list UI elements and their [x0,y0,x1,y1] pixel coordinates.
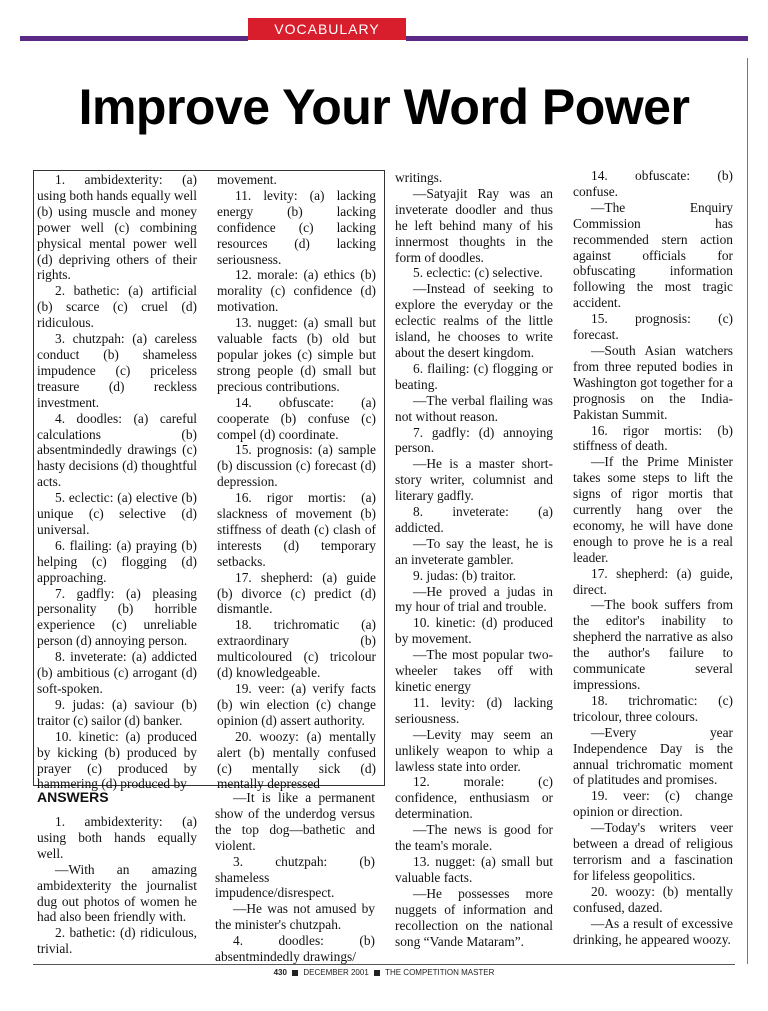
answer-example: —The Enquiry Commission has recommended stern action against officials for obfuscating information following the most tragic accident. [573,199,733,311]
square-bullet-icon [292,970,298,976]
question-item: 7. gadfly: (a) pleasing personality (b) horrible experience (c) unreliable person (d) annoying person. [37,585,197,649]
square-bullet-icon [374,970,380,976]
questions-column-1 [37,172,197,792]
answer-example: —Every year Independence Day is the annual trichromatic moment of platitudes and promises. [573,724,733,788]
answer-item: 5. eclectic: (c) selective. [413,265,543,281]
answers-column-3 [395,170,553,949]
header-rule-left [20,36,248,41]
answer-item: 11. levity: (d) lacking seriousness. [395,694,553,726]
header-rule-right [406,36,748,41]
question-item: 6. flailing: (a) praying (b) helping (c) flogging (d) approaching. [37,537,197,585]
page-footer [0,968,768,977]
question-item: 18. trichromatic (a) extraordinary (b) multicoloured (c) tricolour (d) knowledgeable. [217,617,376,681]
answer-example: —Instead of seeking to explore the everyday or the eclectic realms of the little island, he chooses to write about the desert kingdom. [395,281,553,360]
question-item: 2. bathetic: (a) artificial (b) scarce (c) cruel (d) ridiculous. [37,283,197,331]
answers-column-4 [573,168,733,947]
answer-example: —The most popular two-wheeler takes off with kinetic energy [395,647,553,694]
answer-item: 13. nugget: (a) small but valuable facts. [395,853,553,885]
answer-item: 18. trichromatic: (c) tricolour, three colours. [573,692,733,724]
answers-column-1 [37,814,197,957]
question-item: 9. judas: (a) saviour (b) traitor (c) sailor (d) banker. [37,696,197,728]
footer-rule [33,964,735,965]
answer-example: —He was not amused by the minister's chutzpah. [215,901,375,933]
question-item: 10. kinetic: (a) produced by kicking (b) produced by prayer (c) produced by hammering (d) produced by [37,728,197,792]
question-item: 1. ambidexterity: (a) using both hands equally well (b) using muscle and money power well (c) combining physical mental power well (d) depriving others of their rights. [37,172,197,283]
answer-example: —The verbal flailing was not without reason. [395,392,553,424]
answer-example: —To say the least, he is an inveterate gambler. [395,535,553,567]
question-item: 16. rigor mortis: (a) slackness of movement (b) stiffness of death (c) clash of interests (d) temporary setbacks. [217,490,376,569]
answer-item: 9. judas: (b) traitor. [413,567,517,583]
question-item: 4. doodles: (a) careful calculations (b) absentmindedly drawings (c) hasty decisions (d) thoughtful acts. [37,410,197,490]
answer-item: 7. gadfly: (d) annoying person. [395,424,553,456]
answer-example: —It is like a permanent show of the underdog versus the top dog—bathetic and violent. [215,790,375,853]
answer-item: 14. obfuscate: (b) confuse. [573,168,733,199]
question-item: 8. inveterate: (a) addicted (b) ambitious (c) arrogant (d) soft-spoken. [37,649,197,696]
answer-example: —He possesses more nuggets of information and recollection on the national song “Vande Mataram”. [395,885,553,949]
answer-item: 20. woozy: (b) mentally confused, dazed. [573,883,733,915]
answer-example: —He proved a judas in my hour of trial and trouble. [395,583,553,615]
question-item: 3. chutzpah: (a) careless conduct (b) shameless impudence (c) priceless treasure (d) reckless investment. [37,331,197,410]
answer-item: 2. bathetic: (d) ridiculous, trivial. [37,925,197,957]
question-item: 11. levity: (a) lacking energy (b) lacking confidence (c) lacking resources (d) lacking seriousness. [217,187,376,267]
right-margin-rule [747,58,748,964]
answer-example: —The news is good for the team's morale. [395,822,553,854]
answer-item: 15. prognosis: (c) forecast. [573,311,733,343]
answer-item: 4. doodles: (b) absentmindedly drawings/ [215,933,375,965]
question-item: movement. [217,172,277,187]
answer-item: 12. morale: (c) confidence, enthusiasm or determination. [395,774,553,822]
question-item: 12. morale: (a) ethics (b) morality (c) confidence (d) motivation. [217,267,376,315]
answer-example: —With an amazing ambidexterity the journalist dug out photos of women he had also been friendly with. [37,861,197,925]
magazine-name: THE COMPETITION MASTER [385,968,495,977]
answers-column-2 [215,790,375,965]
answer-item: 3. chutzpah: (b) shameless impudence/disrespect. [215,853,375,901]
answer-item: 16. rigor mortis: (b) stiffness of death. [573,422,733,454]
answer-item: 8. inveterate: (a) addicted. [395,504,553,535]
section-tab: VOCABULARY [248,18,406,40]
answer-example: —As a result of excessive drinking, he appeared woozy. [573,915,733,947]
answer-example: —If the Prime Minister takes some steps to lift the signs of rigor mortis that currently hang over the economy, he will have done enough to prove he is a real leader. [573,454,733,565]
page-number: 430 [273,968,287,977]
question-item: 5. eclectic: (a) elective (b) unique (c) selective (d) universal. [37,490,197,537]
question-item: 20. woozy: (a) mentally alert (b) mentally confused (c) mentally sick (d) mentally depressed [217,728,376,792]
page-title: Improve Your Word Power [78,79,690,135]
answer-item: 19. veer: (c) change opinion or direction. [573,788,733,820]
answer-example: —South Asian watchers from three reputed bodies in Washington got together for a prognosis on the India-Pakistan Summit. [573,342,733,422]
answer-example: —Satyajit Ray was an inveterate doodler and thus he left behind many of his innermost thoughts in the form of doodles. [395,185,553,265]
answer-item: 10. kinetic: (d) produced by movement. [395,615,553,647]
answers-heading: ANSWERS [37,789,109,805]
answer-item: 6. flailing: (c) flogging or beating. [395,360,553,392]
answer-item: 1. ambidexterity: (a) using both hands equally well. [37,814,197,861]
question-item: 13. nugget: (a) small but valuable facts (b) old but popular jokes (c) simple but strong people (d) small but precious contributions. [217,315,376,394]
issue-date: DECEMBER 2001 [303,968,369,977]
question-item: 14. obfuscate: (a) cooperate (b) confuse (c) compel (d) coordinate. [217,394,376,442]
answer-example: —The book suffers from the editor's inability to shepherd the narrative as also the author's failure to communicate several impressions. [573,597,733,692]
answer-example: —He is a master short-story writer, columnist and literary gadfly. [395,456,553,504]
questions-column-2 [217,172,376,792]
answer-example: —Today's writers veer between a dread of religious terrorism and a fascination for lifeless geopolitics. [573,820,733,883]
question-item: 19. veer: (a) verify facts (b) win election (c) change opinion (d) assert authority. [217,681,376,728]
question-item: 17. shepherd: (a) guide (b) divorce (c) predict (d) dismantle. [217,569,376,617]
answer-example: writings. [395,170,443,185]
answer-example: —Levity may seem an unlikely weapon to whip a lawless state into order. [395,726,553,774]
question-item: 15. prognosis: (a) sample (b) discussion (c) forecast (d) depression. [217,442,376,490]
answer-item: 17. shepherd: (a) guide, direct. [573,565,733,597]
